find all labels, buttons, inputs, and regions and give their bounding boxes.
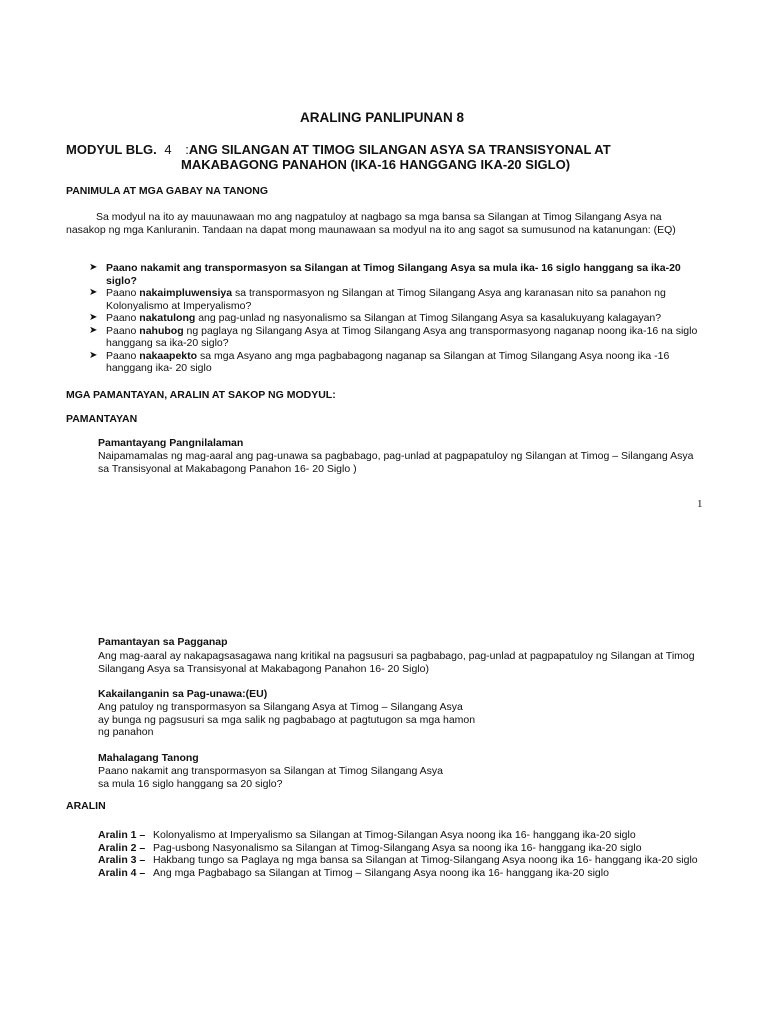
guide-question: ➤ Paano nakaapekto sa mga Asyano ang mga pagbabagong naganap sa Silangan at Timog Silangang Asya noong ika -16 hanggang ika- 20 siglo bbox=[89, 349, 670, 374]
module-number: 4 bbox=[164, 142, 172, 157]
module-heading bbox=[66, 142, 686, 172]
essential-question-text bbox=[98, 765, 658, 790]
module-separator: : bbox=[185, 142, 189, 157]
aralin-text: Kolonyalismo at Imperyalismo sa Silangan at Timog-Silangan Asya noong ika 16- hanggang ika-20 siglo bbox=[153, 829, 636, 841]
eu-line: ng panahon bbox=[98, 726, 154, 738]
content-standard-label: Pamantayang Pangnilalaman bbox=[98, 437, 244, 449]
document-title: ARALING PANLIPUNAN 8 bbox=[300, 110, 465, 125]
aralin-label: Aralin 3 – bbox=[98, 854, 146, 866]
intro-heading: PANIMULA AT MGA GABAY NA TANONG bbox=[66, 185, 269, 197]
pamantayan-heading: PAMANTAYAN bbox=[66, 413, 138, 425]
aralin-item bbox=[98, 867, 704, 880]
guide-question: ➤ Paano nakaimpluwensiya sa transpormasyon ng Silangan at Timog Silangang Asya ang karanasan nito sa panahon ng Kolonyalismo at Imperyalismo? bbox=[89, 287, 666, 312]
aralin-heading: ARALIN bbox=[66, 800, 106, 812]
aralin-list bbox=[98, 829, 704, 879]
enduring-understanding-label: Kakailanganin sa Pag-unawa:(EU) bbox=[98, 688, 268, 700]
aralin-text: Pag-usbong Nasyonalismo sa Silangan at Timog-Silangang Asya sa noong ika 16- hanggang ika-20 siglo bbox=[153, 841, 642, 854]
arrow-bullet-icon: ➤ bbox=[89, 312, 98, 323]
aralin-text: Ang mga Pagbabago sa Silangan at Timog – Silangang Asya noong ika 16- hanggang ika-20 siglo bbox=[153, 866, 609, 879]
eu-line: Ang patuloy ng transpormasyon sa Silangang Asya at Timog – Silangang Asya bbox=[98, 701, 463, 713]
guide-question: ➤ Paano nakamit ang transpormasyon sa Silangan at Timog Silangang Asya sa mula ika- 16 siglo hanggang sa ika-20 siglo? bbox=[89, 262, 681, 287]
arrow-bullet-icon: ➤ bbox=[89, 324, 98, 336]
essential-question-label: Mahalagang Tanong bbox=[98, 752, 199, 764]
aralin-item bbox=[98, 829, 704, 842]
module-prefix: MODYUL BLG. bbox=[66, 142, 157, 157]
module-title-line2: MAKABAGONG PANAHON (IKA-16 HANGGANG IKA-20 SIGLO) bbox=[181, 157, 571, 172]
module-title-line1: ANG SILANGAN AT TIMOG SILANGAN ASYA SA TRANSISYONAL AT bbox=[188, 142, 611, 157]
essential-question-line: Paano nakamit ang transpormasyon sa Silangan at Timog Silangang Asya bbox=[98, 765, 443, 777]
aralin-label: Aralin 2 – bbox=[98, 841, 146, 854]
essential-question-line: sa mula 16 siglo hanggang sa 20 siglo? bbox=[98, 777, 283, 790]
performance-standard-text: Ang mag-aaral ay nakapagsasagawa nang kritikal na pagsusuri sa pagbabago, pag-unlad at pagpapatuloy ng Silangan at Timog Silangang Asya sa Transisyonal at Makabagong Panahon 16- 20 Siglo) bbox=[98, 650, 695, 675]
enduring-understanding-text bbox=[98, 701, 658, 739]
arrow-bullet-icon: ➤ bbox=[89, 349, 98, 361]
intro-paragraph: Sa modyul na ito ay mauunawaan mo ang nagpatuloy at nagbago sa mga bansa sa Silangan at Timog Silangang Asya na nasakop ng mga Kanluranin. Tandaan na dapat mong maunawaan sa modyul na ito ang sagot sa sumusunod na katanungan: (EQ) bbox=[66, 211, 676, 236]
aralin-item bbox=[98, 854, 704, 867]
content-standard-text: Naipamamalas ng mag-aaral ang pag-unawa sa pagbabago, pag-unlad at pagpapatuloy ng Silangan at Timog – Silangang Asya sa Transisyonal at Makabagong Panahon 16- 20 Siglo ) bbox=[98, 450, 694, 475]
arrow-bullet-icon: ➤ bbox=[89, 262, 98, 273]
aralin-item bbox=[98, 842, 704, 855]
guide-question: ➤ Paano nahubog ng paglaya ng Silangang Asya at Timog Silangang Asya ang transpormasyong naganap noong ika-16 na siglo hanggang sa ika-20 siglo? bbox=[89, 324, 698, 349]
standards-heading: MGA PAMANTAYAN, ARALIN AT SAKOP NG MODYUL: bbox=[66, 389, 336, 401]
aralin-label: Aralin 4 – bbox=[98, 866, 146, 879]
arrow-bullet-icon: ➤ bbox=[89, 287, 98, 298]
page-number: 1 bbox=[697, 498, 703, 510]
aralin-text: Hakbang tungo sa Paglaya ng mga bansa sa Silangan at Timog-Silangang Asya noong ika 16- hanggang ika-20 siglo bbox=[153, 854, 698, 866]
guide-question-list bbox=[89, 262, 703, 375]
performance-standard-label: Pamantayan sa Pagganap bbox=[98, 636, 228, 648]
eu-line: ay bunga ng pagsusuri sa mga salik ng pagbabago at pagtutugon sa mga hamon bbox=[98, 713, 476, 726]
aralin-label: Aralin 1 – bbox=[98, 829, 146, 841]
guide-question: ➤ Paano nakatulong ang pag-unlad ng nasyonalismo sa Silangan at Timog Silangang Asya sa kasalukuyang kalagayan? bbox=[89, 312, 662, 324]
